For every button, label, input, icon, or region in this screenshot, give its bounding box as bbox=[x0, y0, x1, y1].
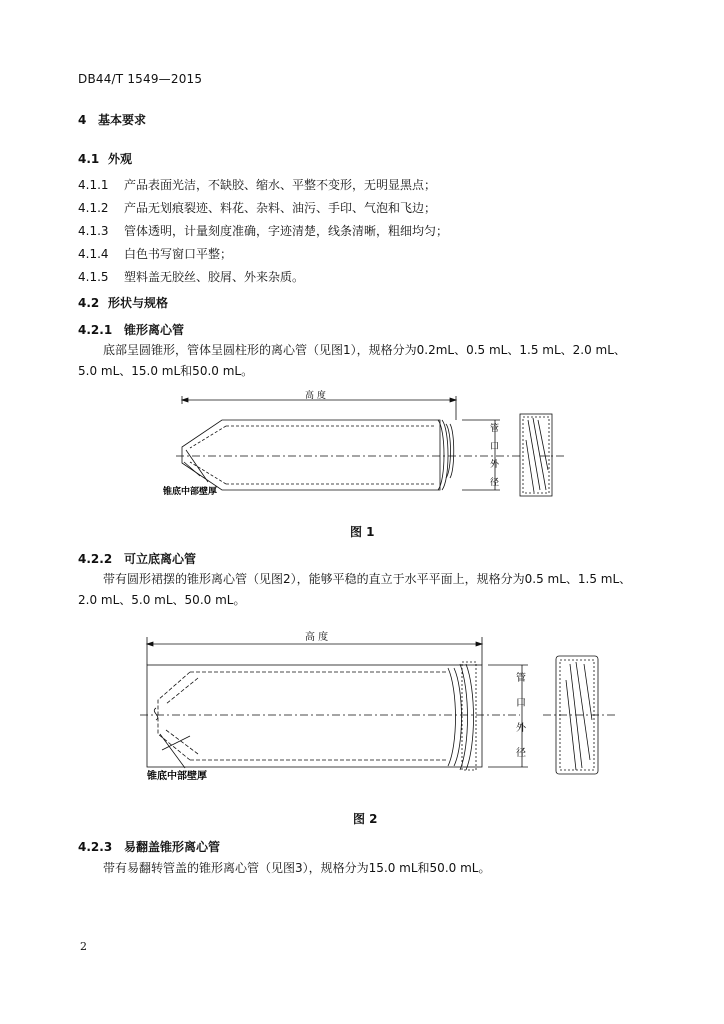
diameter-label-char: 外 bbox=[516, 723, 526, 734]
paragraph-line: 5.0 mL、15.0 mL和50.0 mL。 bbox=[78, 364, 254, 378]
cap-thread bbox=[566, 662, 592, 770]
item-number: 4.1.2 bbox=[78, 201, 109, 215]
paragraph-line: 2.0 mL、5.0 mL、50.0 mL。 bbox=[78, 593, 246, 607]
paragraph-line: 带有易翻转管盖的锥形离心管（见图3），规格分为15.0 mL和50.0 mL。 bbox=[103, 861, 491, 875]
item-text: 产品无划痕裂迹、料花、杂料、油污、手印、气泡和飞边； bbox=[124, 201, 437, 215]
tube-outline bbox=[147, 665, 482, 767]
section-number: 4 bbox=[78, 113, 87, 127]
section-number: 4.2.1 bbox=[78, 323, 113, 337]
diameter-label-char: 外 bbox=[490, 460, 500, 470]
section-number: 4.2.3 bbox=[78, 840, 113, 854]
item-number: 4.1.1 bbox=[78, 178, 109, 192]
section-number: 4.2 bbox=[78, 296, 100, 310]
section-number: 4.2.2 bbox=[78, 552, 113, 566]
section-title: 可立底离心管 bbox=[124, 552, 197, 566]
figure-1-caption: 图 1 bbox=[350, 525, 375, 539]
thread bbox=[448, 668, 456, 766]
diameter-label-char: 管 bbox=[516, 673, 526, 684]
height-label: 高 度 bbox=[305, 391, 326, 401]
item-number: 4.1.5 bbox=[78, 270, 109, 284]
item-number: 4.1.3 bbox=[78, 224, 109, 238]
item-text: 管体透明，计量刻度准确，字迹清楚，线条清晰，粗细均匀； bbox=[124, 224, 449, 238]
section-title: 形状与规格 bbox=[108, 296, 169, 310]
page-number: 2 bbox=[80, 940, 87, 953]
section-title: 锥形离心管 bbox=[124, 323, 185, 337]
height-label: 高 度 bbox=[305, 632, 329, 643]
arrow-head bbox=[476, 642, 482, 646]
thickness-label: 锥底中部壁厚 bbox=[147, 771, 207, 782]
diameter-label-char: 口 bbox=[516, 698, 526, 709]
section-title: 易翻盖锥形离心管 bbox=[124, 840, 221, 854]
tube-inner-wall bbox=[158, 672, 448, 760]
diameter-label-char: 口 bbox=[490, 442, 500, 452]
item-text: 产品表面光洁，不缺胶、缩水、平整不变形，无明显黑点； bbox=[124, 178, 437, 192]
section-number: 4.1 bbox=[78, 152, 100, 166]
diameter-label-char: 径 bbox=[490, 478, 500, 488]
section-title: 基本要求 bbox=[98, 113, 147, 127]
paragraph-line: 带有圆形裙摆的锥形离心管（见图2），能够平稳的直立于水平平面上，规格分为0.5 mL、1.5 mL、 bbox=[103, 572, 632, 586]
diameter-label-char: 管 bbox=[490, 424, 500, 434]
arrow-head bbox=[147, 642, 153, 646]
item-number: 4.1.4 bbox=[78, 247, 109, 261]
item-text: 白色书写窗口平整； bbox=[124, 247, 233, 261]
diameter-label-char: 径 bbox=[516, 748, 526, 759]
leader-line bbox=[160, 734, 185, 768]
item-text: 塑料盖无胶丝、胶屑、外来杂质。 bbox=[124, 270, 305, 284]
document-code: DB44/T 1549—2015 bbox=[78, 72, 203, 86]
section-title: 外观 bbox=[108, 152, 133, 166]
section-4-2-3-heading bbox=[78, 838, 220, 855]
skirt-curve bbox=[154, 708, 157, 720]
figure-2-caption: 图 2 bbox=[353, 812, 378, 826]
cone-wall bbox=[166, 678, 198, 754]
paragraph-line: 底部呈圆锥形，管体呈圆柱形的离心管（见图1），规格分为0.2mL、0.5 mL、1.5 mL、2.0 mL、 bbox=[103, 343, 626, 357]
thickness-label: 锥底中部壁厚 bbox=[163, 487, 218, 497]
